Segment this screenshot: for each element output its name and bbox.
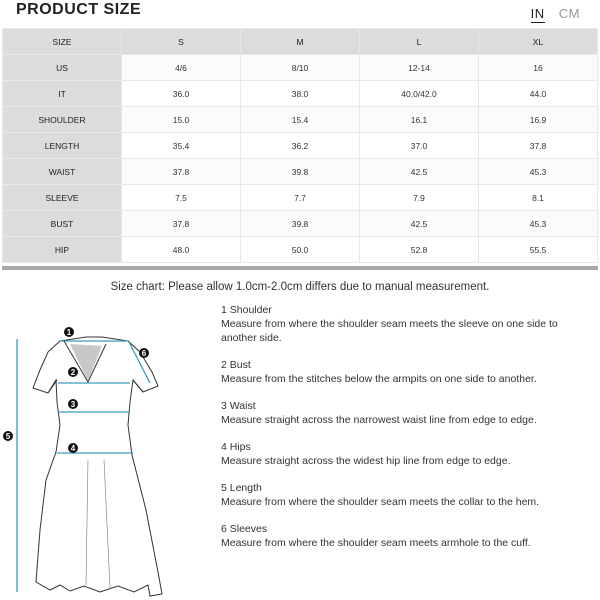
instruction-text: Measure straight across the widest hip line from edge to edge. [221,455,511,467]
table-cell: 37.0 [360,133,478,158]
instruction-hips [221,440,593,468]
table-cell: 16.1 [360,107,478,132]
marker-length: 5 [5,432,11,441]
measurement-instructions [221,303,593,563]
table-cell: 12-14 [360,55,478,80]
table-cell: 45.3 [479,211,597,236]
table-cell: 39.8 [241,211,359,236]
table-cell: 50.0 [241,237,359,262]
column-header-l: L [360,29,478,54]
unit-toggle [531,6,580,23]
instruction-sleeves [221,522,593,550]
table-cell: 37.8 [122,211,240,236]
marker-hips: 4 [70,444,76,453]
row-label: BUST [3,211,121,236]
table-cell: 36.0 [122,81,240,106]
table-cell: 42.5 [360,159,478,184]
table-cell: 36.2 [241,133,359,158]
instruction-text: Measure from the stitches below the armpits on one side to another. [221,373,537,385]
table-cell: 8.1 [479,185,597,210]
instruction-title: 1 Shoulder [221,304,272,316]
table-row [3,237,597,262]
table-cell: 35.4 [122,133,240,158]
instruction-text: Measure from where the shoulder seam meets armhole to the cuff. [221,537,531,549]
dress-outline [33,337,162,596]
column-header-m: M [241,29,359,54]
table-cell: 4/6 [122,55,240,80]
table-cell: 40.0/42.0 [360,81,478,106]
table-cell: 45.3 [479,159,597,184]
table-header-row [3,29,597,54]
row-label: WAIST [3,159,121,184]
table-cell: 37.8 [479,133,597,158]
row-label: US [3,55,121,80]
marker-waist: 3 [70,400,76,409]
row-label: SLEEVE [3,185,121,210]
table-bottom-divider [2,266,598,270]
size-table [2,28,598,263]
instruction-length [221,481,593,509]
table-cell: 48.0 [122,237,240,262]
instruction-title: 4 Hips [221,441,251,453]
table-cell: 52.8 [360,237,478,262]
skirt-fold [86,460,110,588]
instruction-title: 2 Bust [221,359,251,371]
table-cell: 15.0 [122,107,240,132]
table-row [3,159,597,184]
page-title: PRODUCT SIZE [16,1,142,18]
table-cell: 42.5 [360,211,478,236]
column-header-xl: XL [479,29,597,54]
row-label: IT [3,81,121,106]
table-cell: 15.4 [241,107,359,132]
table-cell: 16 [479,55,597,80]
marker-bust: 2 [70,368,76,377]
table-row [3,55,597,80]
table-row [3,185,597,210]
table-cell: 16.9 [479,107,597,132]
table-cell: 44.0 [479,81,597,106]
instruction-title: 5 Length [221,482,262,494]
table-cell: 38.0 [241,81,359,106]
size-header-cell: SIZE [3,29,121,54]
marker-sleeve: 6 [141,349,147,358]
unit-in-option[interactable]: IN [530,6,545,21]
dress-diagram [0,300,210,600]
table-cell: 37.8 [122,159,240,184]
row-label: SHOULDER [3,107,121,132]
table-cell: 39.8 [241,159,359,184]
sleeve-seam-left [48,380,57,393]
table-row [3,81,597,106]
instruction-shoulder [221,303,593,345]
row-label: HIP [3,237,121,262]
unit-cm-option[interactable]: CM [558,6,580,21]
instruction-title: 3 Waist [221,400,256,412]
table-row [3,211,597,236]
table-cell: 55.5 [479,237,597,262]
table-row [3,107,597,132]
table-cell: 7.9 [360,185,478,210]
instruction-title: 6 Sleeves [221,523,268,535]
table-cell: 7.7 [241,185,359,210]
sleeve-seam-right [133,380,143,392]
row-label: LENGTH [3,133,121,158]
instruction-text: Measure straight across the narrowest waist line from edge to edge. [221,414,537,426]
instruction-text: Measure from where the shoulder seam meets the collar to the hem. [221,496,540,508]
size-note: Size chart: Please allow 1.0cm-2.0cm differs due to manual measurement. [110,281,490,293]
table-row [3,133,597,158]
column-header-s: S [122,29,240,54]
instruction-waist [221,399,593,427]
instruction-text: Measure from where the shoulder seam meets the sleeve on one side to another side. [221,318,558,344]
table-cell: 8/10 [241,55,359,80]
instruction-bust [221,358,593,386]
table-cell: 7.5 [122,185,240,210]
marker-shoulder: 1 [66,328,72,337]
